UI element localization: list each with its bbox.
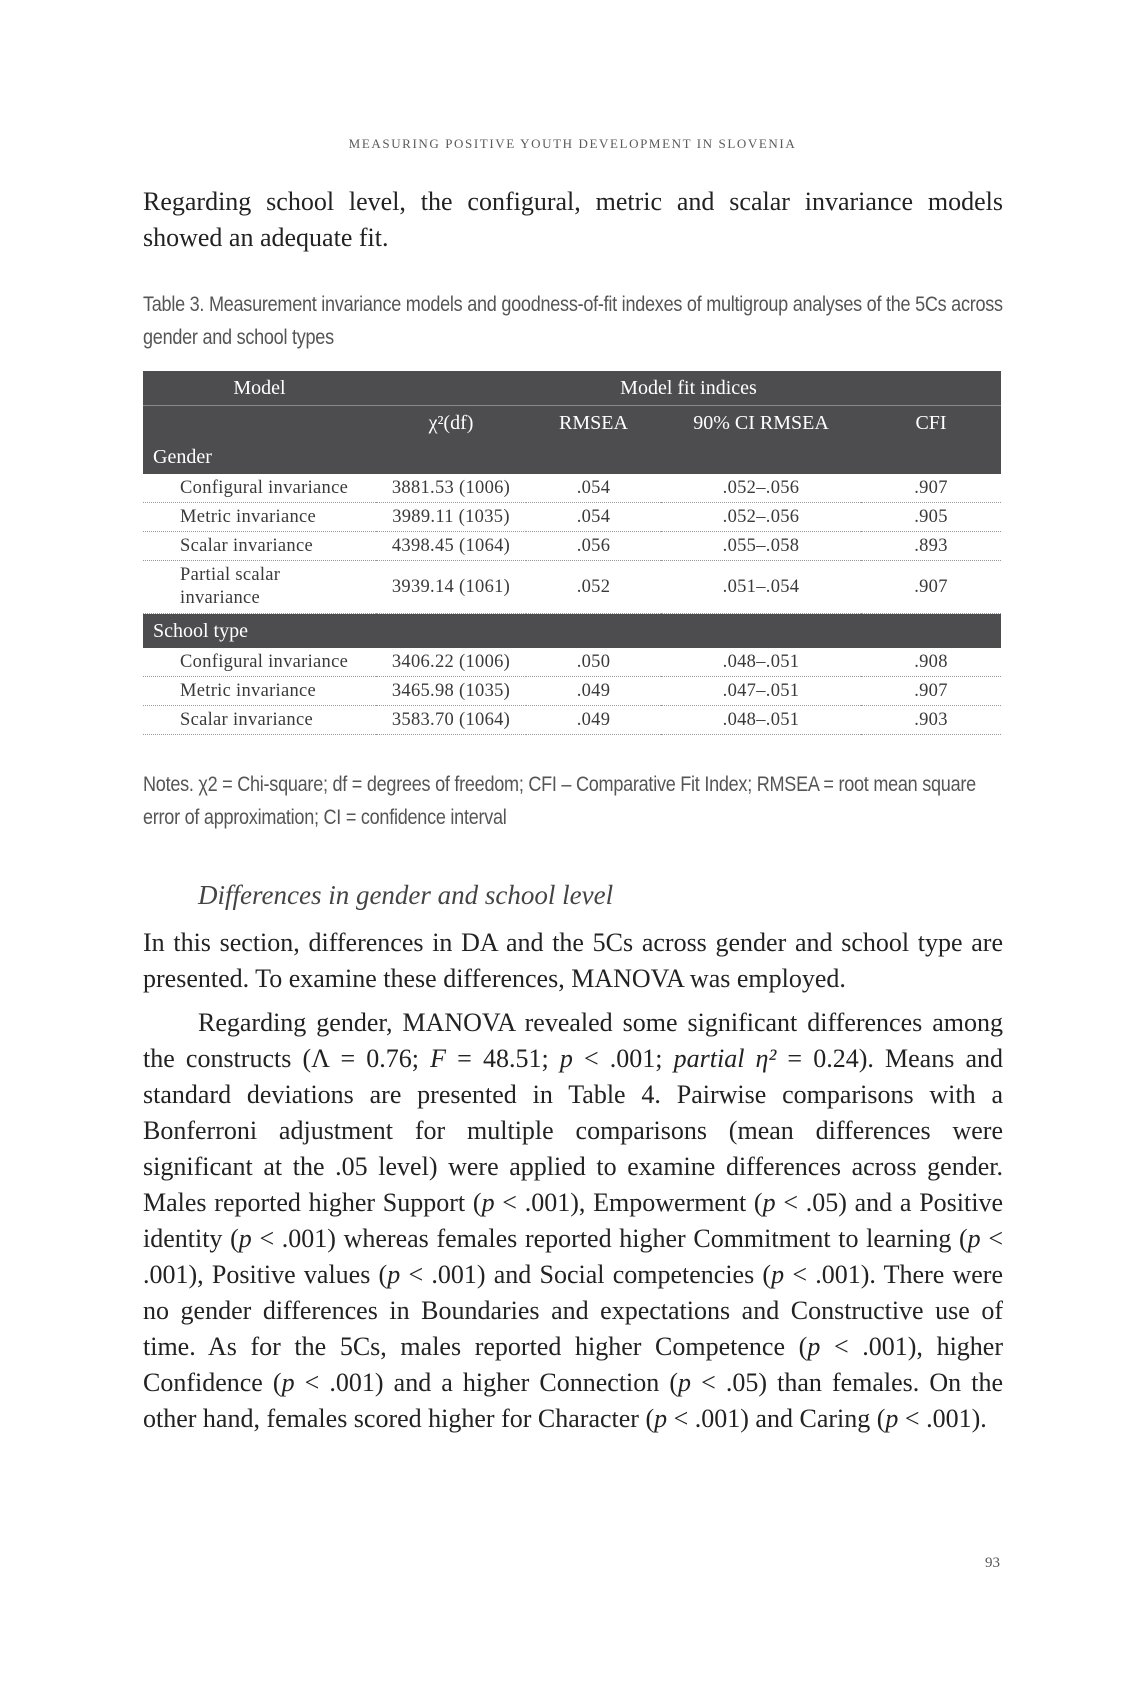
cell-chi: 3939.14 (1061)	[376, 561, 526, 614]
header-empty	[143, 406, 376, 441]
text-run: = 0.24). Means and standard deviations are presented in Table 4. Pairwise comparisons with a Bonferroni adjustment for multiple comparisons (mean differences were significant at the .05 level) were applied to examine differences across gender. Males reported higher Support (	[143, 1044, 1003, 1217]
stat-symbol: p	[967, 1224, 981, 1253]
table-header-row-1	[143, 371, 1001, 406]
cell-rmsea: .049	[526, 706, 661, 735]
cell-rmsea: .054	[526, 503, 661, 532]
intro-paragraph: Regarding school level, the configural, metric and scalar invariance models showed an adequate fit.	[143, 187, 1003, 252]
cell-cfi: .907	[861, 677, 1001, 706]
cell-chi: 3406.22 (1006)	[376, 648, 526, 677]
cell-chi: 3583.70 (1064)	[376, 706, 526, 735]
header-cfi: CFI	[861, 406, 1001, 441]
cell-ci: .051–.054	[661, 561, 861, 614]
cell-rmsea: .050	[526, 648, 661, 677]
cell-ci: .055–.058	[661, 532, 861, 561]
cell-rmsea: .056	[526, 532, 661, 561]
cell-ci: .052–.056	[661, 503, 861, 532]
text-run: < .001), Empowerment (	[494, 1188, 763, 1217]
stat-symbol: p	[762, 1188, 776, 1217]
cell-ci: .048–.051	[661, 706, 861, 735]
header-chi: χ²(df)	[376, 406, 526, 441]
stat-symbol: p	[559, 1044, 573, 1073]
text-run: < .001;	[572, 1044, 674, 1073]
header-model: Model	[143, 371, 376, 406]
cell-cfi: .893	[861, 532, 1001, 561]
group-row-school-type	[143, 614, 1001, 649]
invariance-table	[143, 371, 1001, 735]
text-run: < .001) and Social competencies (	[400, 1260, 772, 1289]
cell-cfi: .905	[861, 503, 1001, 532]
header-ci: 90% CI RMSEA	[661, 406, 861, 441]
table-row	[143, 561, 1001, 614]
text-run: < .001).	[898, 1404, 987, 1433]
section-paragraph-2	[143, 1005, 1003, 1437]
text-run: < .001) and a higher Connection (	[294, 1368, 679, 1397]
stat-symbol: p	[678, 1368, 692, 1397]
stat-symbol: p	[281, 1368, 295, 1397]
section-paragraph-1: In this section, differences in DA and the 5Cs across gender and school type are presented. To examine these differences, MANOVA was employed.	[143, 928, 1003, 993]
cell-model: Scalar invariance	[143, 532, 376, 561]
table-row	[143, 648, 1001, 677]
table-row	[143, 474, 1001, 503]
cell-chi: 3465.98 (1035)	[376, 677, 526, 706]
group-row-gender	[143, 440, 1001, 474]
text-run: < .05) than females. On the other hand, females scored higher for Character (	[143, 1368, 1003, 1433]
cell-chi: 3881.53 (1006)	[376, 474, 526, 503]
table-row	[143, 677, 1001, 706]
page-number: 93	[985, 1555, 1000, 1571]
cell-model: Scalar invariance	[143, 706, 376, 735]
cell-model: Metric invariance	[143, 677, 376, 706]
cell-cfi: .907	[861, 474, 1001, 503]
stat-symbol: p	[387, 1260, 401, 1289]
cell-cfi: .903	[861, 706, 1001, 735]
stat-symbol: F	[430, 1044, 446, 1073]
stat-symbol: p	[807, 1332, 821, 1361]
table-caption: Table 3. Measurement invariance models and goodness-of-fit indexes of multigroup analyses of the 5Cs across gender and school types	[143, 293, 1003, 349]
text-run: < .001) whereas females reported higher Commitment to learning (	[251, 1224, 968, 1253]
table-row	[143, 706, 1001, 735]
group-label: School type	[143, 614, 1001, 649]
text-run: < .05) and a Positive identity (	[143, 1188, 1003, 1253]
stat-symbol: p	[771, 1260, 785, 1289]
cell-cfi: .907	[861, 561, 1001, 614]
cell-model: Configural invariance	[143, 474, 376, 503]
stat-symbol: p	[238, 1224, 252, 1253]
cell-chi: 3989.11 (1035)	[376, 503, 526, 532]
table-header-row-2	[143, 406, 1001, 441]
text-run: < .001). There were no gender differences in Boundaries and expectations and Constructive use of time. As for the 5Cs, males reported higher Competence (	[143, 1260, 1003, 1361]
stat-symbol: partial η²	[673, 1044, 777, 1073]
text-run: Regarding gender, MANOVA revealed some significant differences among the constructs (Λ = 0.76;	[143, 1008, 1003, 1073]
cell-rmsea: .052	[526, 561, 661, 614]
text-run: < .001), higher Confidence (	[143, 1332, 1003, 1397]
table-row	[143, 503, 1001, 532]
stat-symbol: p	[654, 1404, 668, 1433]
cell-ci: .052–.056	[661, 474, 861, 503]
cell-model: Configural invariance	[143, 648, 376, 677]
cell-model: Partial scalar invariance	[143, 561, 376, 614]
text-run: < .001) and Caring (	[667, 1404, 886, 1433]
stat-symbol: p	[481, 1188, 495, 1217]
cell-rmsea: .049	[526, 677, 661, 706]
table-row	[143, 532, 1001, 561]
cell-chi: 4398.45 (1064)	[376, 532, 526, 561]
text-run: = 48.51;	[446, 1044, 560, 1073]
header-fit-indices: Model fit indices	[376, 371, 1001, 406]
cell-ci: .047–.051	[661, 677, 861, 706]
group-label: Gender	[143, 440, 1001, 474]
section-heading: Differences in gender and school level	[198, 880, 614, 910]
cell-model: Metric invariance	[143, 503, 376, 532]
stat-symbol: p	[885, 1404, 899, 1433]
cell-rmsea: .054	[526, 474, 661, 503]
text-run: < .001), Positive values (	[143, 1224, 1003, 1289]
cell-cfi: .908	[861, 648, 1001, 677]
cell-ci: .048–.051	[661, 648, 861, 677]
table-notes: Notes. χ2 = Chi-square; df = degrees of freedom; CFI – Comparative Fit Index; RMSEA = root mean square error of approximation; CI = confidence interval	[143, 773, 976, 829]
running-head: MEASURING POSITIVE YOUTH DEVELOPMENT IN SLOVENIA	[348, 136, 797, 151]
header-rmsea: RMSEA	[526, 406, 661, 441]
